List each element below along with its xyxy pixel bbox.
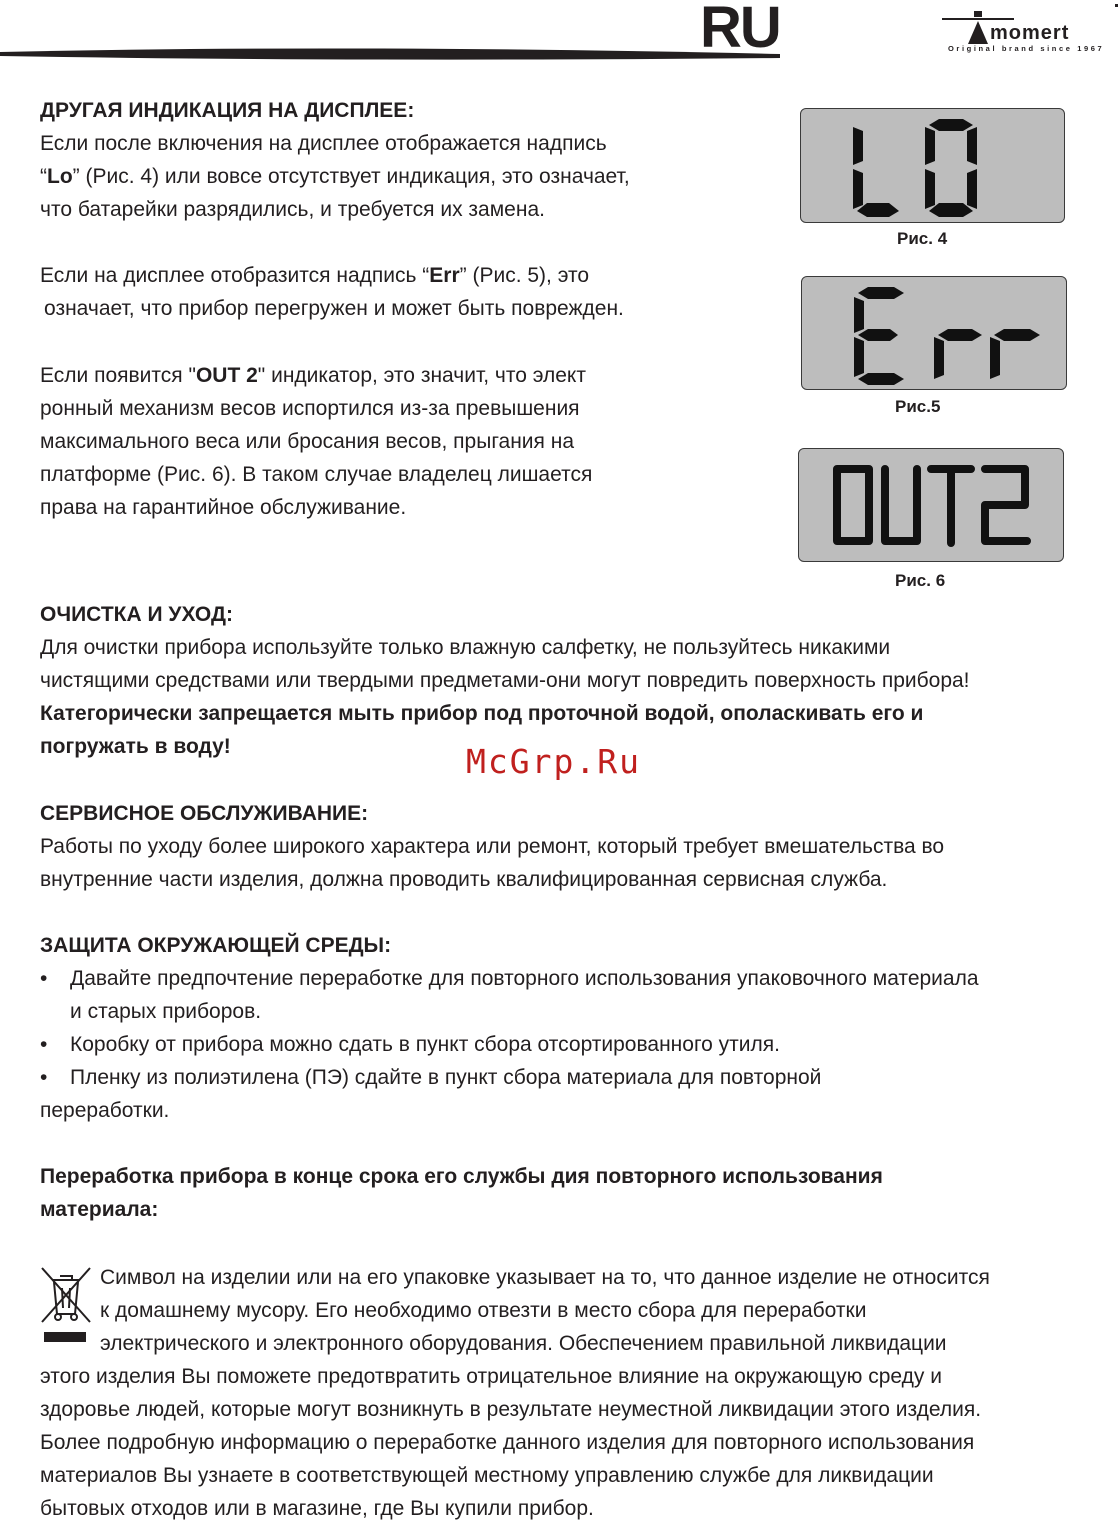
bullet-icon: • bbox=[40, 1033, 48, 1056]
text-line: права на гарантийное обслуживание. bbox=[40, 496, 407, 519]
bullet-icon: • bbox=[40, 967, 48, 990]
watermark: McGrp.Ru bbox=[466, 742, 641, 781]
text-fragment: ” (Рис. 5), это bbox=[459, 264, 590, 287]
text-fragment: Если появится " bbox=[40, 364, 196, 387]
text-line: переработки. bbox=[40, 1099, 170, 1122]
figure-5-caption: Рис.5 bbox=[895, 397, 941, 416]
text-fragment: Коробку от прибора можно сдать в пункт сбора отсортированного утиля. bbox=[70, 1033, 780, 1056]
text-line: Работы по уходу более широкого характера или ремонт, который требует вмешательства во bbox=[40, 835, 945, 858]
text-line: бытовых отходов или в магазине, где Вы купили прибор. bbox=[40, 1497, 594, 1520]
text-line: Для очистки прибора используйте только влажную салфетку, не пользуйтесь никакими bbox=[40, 636, 891, 659]
err-emphasis: Err bbox=[429, 264, 460, 287]
crossed-out-bin-icon bbox=[38, 1262, 94, 1346]
text-line: здоровье людей, которые могут возникнуть в результате неуместной ликвидации этого изделия. bbox=[40, 1398, 982, 1421]
text-line: Символ на изделии или на его упаковке указывает на то, что данное изделие не относится bbox=[100, 1266, 990, 1289]
heading-recycling: материала: bbox=[40, 1198, 159, 1221]
text-fragment: Если на дисплее отобразится надпись “ bbox=[40, 264, 430, 287]
text-line: Более подробную информацию о переработке данного изделия для повторного использования bbox=[40, 1431, 975, 1454]
text-line: чистящими средствами или твердыми предметами-они могут повредить поверхность прибора! bbox=[40, 669, 970, 692]
text-fragment: " индикатор, это значит, что элект bbox=[257, 364, 586, 387]
text-line: Если после включения на дисплее отображается надпись bbox=[40, 132, 607, 155]
text-fragment: ” (Рис. 4) или вовсе отсутствует индикация, это означает, bbox=[72, 165, 630, 188]
lcd-figure-4 bbox=[800, 108, 1065, 223]
lcd-err-digits bbox=[802, 277, 1068, 391]
text-line bbox=[40, 160, 630, 193]
heading-recycling: Переработка прибора в конце срока его службы дия повторного использования bbox=[40, 1165, 883, 1188]
text-line: материалов Вы узнаете в соответствующей местному управлению службе для ликвидации bbox=[40, 1464, 934, 1487]
lcd-figure-6 bbox=[798, 448, 1064, 562]
text-line: электрического и электронного оборудования. Обеспечением правильной ликвидации bbox=[100, 1332, 947, 1355]
text-line: ронный механизм весов испортился из-за превышения bbox=[40, 397, 580, 420]
lcd-out2-digits bbox=[799, 449, 1065, 563]
lcd-lo-digits bbox=[801, 109, 1066, 224]
heading-other-indication: ДРУГАЯ ИНДИКАЦИЯ НА ДИСПЛЕЕ: bbox=[40, 99, 415, 122]
lo-emphasis: Lo bbox=[47, 165, 73, 188]
text-line: этого изделия Вы поможете предотвратить отрицательное влияние на окружающую среду и bbox=[40, 1365, 942, 1388]
bullet-item bbox=[40, 1028, 780, 1061]
lcd-figure-5 bbox=[801, 276, 1067, 390]
bullet-item bbox=[40, 1061, 821, 1094]
logo-wordmark: momert bbox=[990, 22, 1070, 44]
warning-line: погружать в воду! bbox=[40, 735, 231, 758]
text-line: означает, что прибор перегружен и может быть поврежден. bbox=[44, 297, 624, 320]
figure-6-caption: Рис. 6 bbox=[895, 571, 946, 590]
text-line: платформе (Рис. 6). В таком случае владелец лишается bbox=[40, 463, 593, 486]
bullet-item bbox=[40, 962, 979, 995]
bullet-icon: • bbox=[40, 1066, 48, 1089]
text-line: максимального веса или бросания весов, прыгания на bbox=[40, 430, 575, 453]
text-line: внутренние части изделия, должна проводить квалифицированная сервисная служба. bbox=[40, 868, 888, 891]
text-fragment: Давайте предпочтение переработке для повторного использования упаковочного материала bbox=[70, 967, 979, 990]
figure-4-caption: Рис. 4 bbox=[897, 229, 948, 248]
text-line: к домашнему мусору. Его необходимо отвезти в место сбора для переработки bbox=[100, 1299, 867, 1322]
heading-cleaning: ОЧИСТКА И УХОД: bbox=[40, 603, 233, 626]
text-line bbox=[40, 359, 586, 392]
header-swoosh-line bbox=[0, 0, 800, 70]
text-line: что батарейки разрядились, и требуется их замена. bbox=[40, 198, 545, 221]
text-line: и старых приборов. bbox=[70, 1000, 262, 1023]
logo-tagline: Original brand since 1967 bbox=[948, 44, 1105, 53]
language-label: RU bbox=[700, 0, 780, 60]
warning-line: Категорически запрещается мыть прибор под проточной водой, ополаскивать его и bbox=[40, 702, 924, 725]
text-fragment: “ bbox=[40, 165, 47, 188]
text-line bbox=[40, 259, 589, 292]
out2-emphasis: OUT 2 bbox=[195, 364, 258, 387]
text-fragment: Пленку из полиэтилена (ПЭ) сдайте в пункт сбора материала для повторной bbox=[70, 1066, 822, 1089]
heading-service: СЕРВИСНОЕ ОБСЛУЖИВАНИЕ: bbox=[40, 802, 369, 825]
heading-environment: ЗАЩИТА ОКРУЖАЮЩЕЙ СРЕДЫ: bbox=[40, 934, 392, 957]
